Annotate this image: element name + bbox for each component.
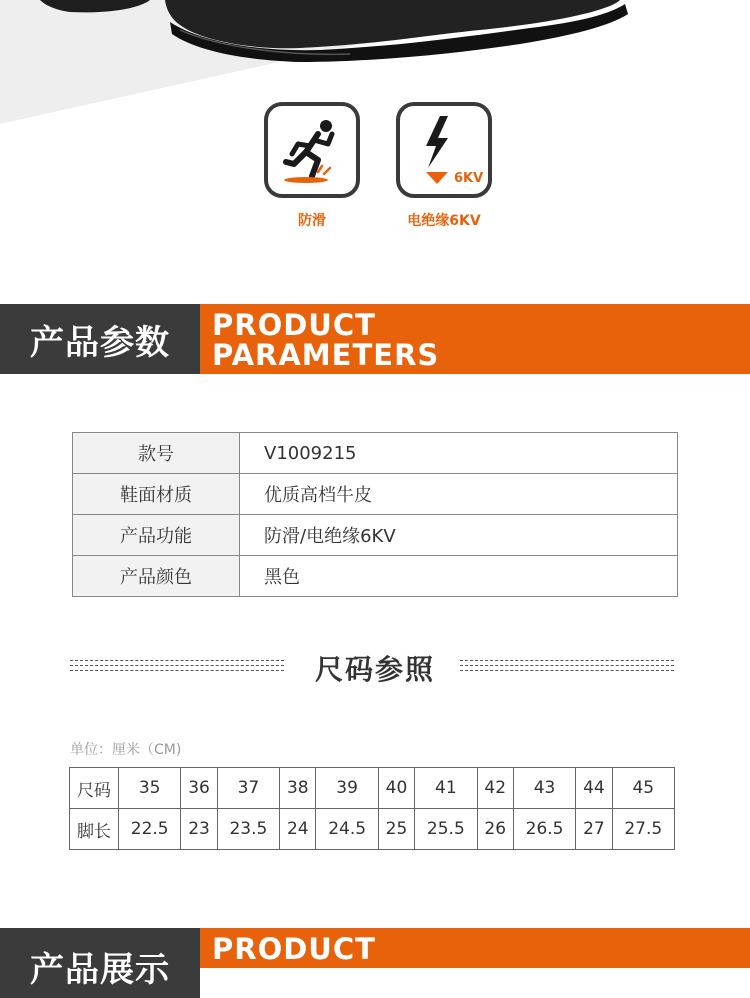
row-label: 脚长 <box>70 809 119 850</box>
lightning-icon <box>396 102 492 198</box>
param-key: 鞋面材质 <box>73 474 240 515</box>
length-cell: 24.5 <box>316 809 378 850</box>
length-cell: 27.5 <box>612 809 674 850</box>
size-cell: 42 <box>477 768 513 809</box>
banner-title-en-line1: PRODUCT <box>212 308 376 342</box>
product-photo-fragment <box>0 0 750 130</box>
length-cell: 26 <box>477 809 513 850</box>
length-cell: 27 <box>576 809 612 850</box>
slip-hazard-icon <box>264 102 360 198</box>
banner-title-cn: 产品展示 <box>0 928 200 998</box>
length-cell: 24 <box>280 809 316 850</box>
banner-title-en-line2: PARAMETERS <box>212 338 440 372</box>
length-cell: 26.5 <box>513 809 575 850</box>
size-cell: 36 <box>181 768 217 809</box>
size-cell: 35 <box>119 768 181 809</box>
voltage-badge: 6KV <box>454 171 484 186</box>
table-row-sizes <box>70 768 675 809</box>
section-banner-display <box>0 928 750 990</box>
feature-electrical-insulation <box>392 102 496 230</box>
size-cell: 45 <box>612 768 674 809</box>
length-cell: 22.5 <box>119 809 181 850</box>
unit-note: 单位：厘米（CM) <box>70 742 182 758</box>
decorative-dashes-right <box>460 660 674 676</box>
banner-title-en <box>200 928 750 968</box>
size-cell: 39 <box>316 768 378 809</box>
banner-title-cn: 产品参数 <box>0 304 200 374</box>
size-chart-title: 尺码参照 <box>314 653 435 686</box>
section-banner-parameters <box>0 304 750 374</box>
size-cell: 44 <box>576 768 612 809</box>
size-cell: 41 <box>415 768 477 809</box>
table-row-foot-length <box>70 809 675 850</box>
feature-anti-slip <box>260 102 364 230</box>
row-label: 尺码 <box>70 768 119 809</box>
feature-label: 电绝缘6KV <box>407 213 481 229</box>
size-cell: 43 <box>513 768 575 809</box>
table-row <box>73 474 678 515</box>
param-value: 黑色 <box>240 556 678 597</box>
length-cell: 23.5 <box>217 809 279 850</box>
param-key: 款号 <box>73 433 240 474</box>
table-row <box>73 515 678 556</box>
parameter-table <box>72 432 678 597</box>
param-key: 产品功能 <box>73 515 240 556</box>
param-key: 产品颜色 <box>73 556 240 597</box>
size-table <box>69 767 675 850</box>
param-value: 防滑/电绝缘6KV <box>240 515 678 556</box>
banner-title-en-line1: PRODUCT <box>212 932 376 966</box>
length-cell: 23 <box>181 809 217 850</box>
param-value: V1009215 <box>240 433 678 474</box>
length-cell: 25.5 <box>415 809 477 850</box>
size-cell: 38 <box>280 768 316 809</box>
size-cell: 40 <box>378 768 414 809</box>
banner-title-en <box>200 304 750 374</box>
table-row <box>73 556 678 597</box>
feature-label: 防滑 <box>298 213 326 229</box>
param-value: 优质高档牛皮 <box>240 474 678 515</box>
length-cell: 25 <box>378 809 414 850</box>
table-row <box>73 433 678 474</box>
size-cell: 37 <box>217 768 279 809</box>
